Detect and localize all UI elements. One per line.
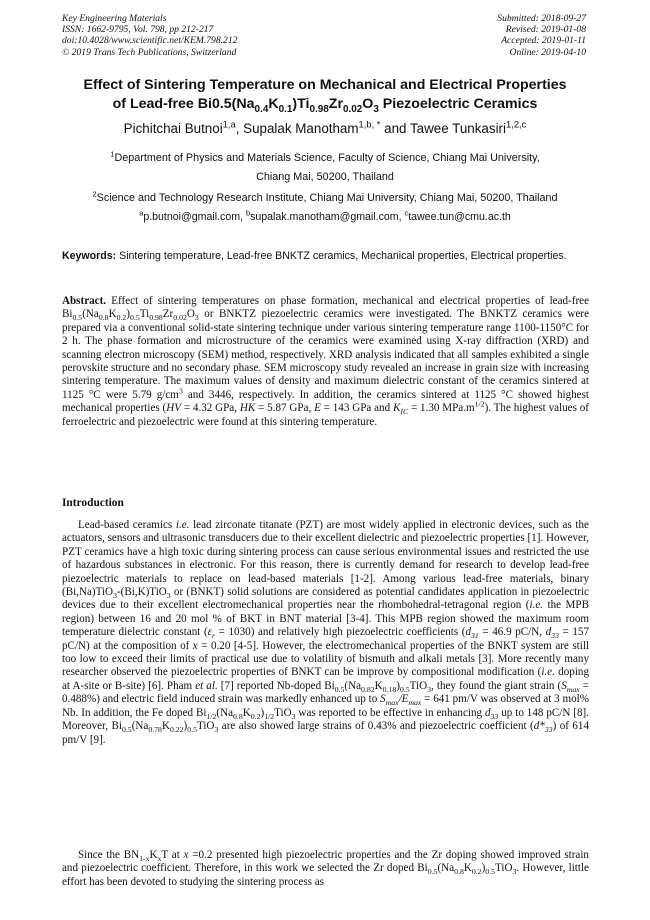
- abstract-text: Effect of sintering temperatures on phase formation, mechanical and electrical properties of lead-free $Bi_{0.5}(Na_{0.8}K_{0.2})_{0.5}Ti_{0.98}Zr_{0.02}O_3$ or BNKTZ piezoelectric ceramics were investigated. The BNKTZ ceramics were prepared via a conventional solid-state sintering technique under various sintering temperature range 1100-1150°C for 2 h. The phase formation and microstructure of the ceramics were examined using X-ray diffraction (XRD) and scanning electron microscopy (SEM) method, respectively. XRD analysis indicated that all samples exhibited a single perovskite structure and no secondary phase. SEM microscopy study revealed an increase in grain size with increasing sintering temperature. The maximum values of density and maximum dielectric constant of the ceramics sintered at 1125 °C were 5.79 $g/cm^3$ and 3446, respectively. In addition, the ceramics sintered at 1125 °C showed highest mechanical properties (HV = 4.32 GPa, HK = 5.87 GPa, E = 143 GPa and $K_{IC} = 1.30$ $MPa.m^{1/2}$). The highest values of ferroelectric and piezoelectric were found at this sintering temperature.: [62, 295, 590, 428]
- abstract-label: Abstract.: [62, 295, 107, 307]
- journal-name: Key Engineering Materials: [62, 13, 167, 24]
- title-line-1: Effect of Sintering Temperature on Mechanical and Electrical Properties: [83, 77, 567, 93]
- date-revised: Revised: 2019-01-08: [505, 24, 586, 36]
- introduction-paragraph-2: Since the $BN_{1-x}K_xT$ at x =0.2 presented high piezoelectric properties and the Zr doping showed improved strain and piezoelectric coefficient. Therefore, in this work we selected the Zr doped $Bi_{0.5}(Na_{0.8}K_{0.2})_{0.5}TiO_3$. However, little effort has been devoted to studying the sintering process as: [62, 849, 589, 888]
- introduction-paragraph-1: Lead-based ceramics i.e. lead zirconate titanate (PZT) are most widely applied in electronic devices, such as the actuators, sensors and ultrasonic transducers due to their excellent dielectric and piezoelectric properties [1]. However, PZT ceramics have a high toxic during sintering process can cause serious environmental issues and restricted the use of hazardous substances in electronic. For this reason, there is currently demand for research to develop lead-free piezoelectric materials to replace on lead-based materials [1-2]. Among various lead-free materials, binary (Bi,Na)TiO$_3$-(Bi,K)TiO$_3$ or (BNKT) solid solutions are considered as potential candidates application in piezoelectric devices due to their excellent electromechanical properties near the rhombohedral-tetragonal region (i.e. the MPB region) between 16 and 20 mol % of BKT in BNT material [3-4]. This MPB region showed the maximum room temperature dielectric constant $(\varepsilon_r = 1030)$ and relatively high piezoelectric coefficients ($d_{31} = 46.9$ pC/N, $d_{33} = 157$ pC/N) at the composition of x = 0.20 [4-5]. However, the electromechanical properties of the BNKT system are still too low to exceed their limits of practical use due to volatility of bismuth and alkali metals [3]. More recently many researcher observed the piezoelectric properties of BNKT can be improve by compositional modification (i.e. doping at A-site or B-site) [6]. Pham et al. [7] reported Nb-doped $Bi_{0.5}(Na_{0.82}K_{0.18})_{0.5}TiO_3$, they found the giant strain $(S_{max} = 0.488\%)$ and electric field induced strain was markedly enhanced up to $S_{max}/E_{max} = 641$ pm/V was observed at 3 mol% Nb. In addition, the Fe doped $Bi_{1/2}(Na_{0.8}K_{0.2})_{1/2}TiO_3$ was reported to be effective in enhancing $d_{33}$ up to 148 pC/N [8]. Moreover, $Bi_{0.5}(Na_{0.78}K_{0.22})_{0.5}TiO_3$ are also showed large strains of 0.43% and piezoelectric coefficient $(d*_{33})$ of 614 pm/V [9].: [62, 519, 590, 746]
- journal-doi[interactable]: doi:10.4028/www.scientific.net/KEM.798.212: [62, 35, 238, 47]
- keywords-label: Keywords:: [62, 250, 117, 262]
- title-formula: $0.5(Na_{0.4}K_{0.1})Ti_{0.98}Zr_{0.02}O_3$: [211, 96, 379, 115]
- keywords-text: Sintering temperature, Lead-free BNKTZ ceramics, Mechanical properties, Electrical properties.: [119, 250, 567, 262]
- date-accepted: Accepted: 2019-01-11: [501, 35, 586, 47]
- journal-copyright: © 2019 Trans Tech Publications, Switzerland: [62, 46, 237, 58]
- journal-info: [62, 13, 237, 58]
- journal-issn: ISSN: 1662-9795, Vol. 798, pp 212-217: [62, 24, 214, 36]
- title-line-2-prefix: of Lead-free Bi: [112, 96, 212, 112]
- section-heading-introduction: Introduction: [62, 497, 124, 509]
- author-emails[interactable]: $^a$p.butnoi@gmail.com, $^b$supalak.manotham@gmail.com, $^c$tawee.tun@cmu.ac.th: [139, 208, 511, 223]
- date-online: Online: 2019-04-10: [509, 46, 586, 58]
- title-line-2-suffix: Piezoelectric Ceramics: [378, 96, 538, 112]
- paper-title: [40, 76, 610, 114]
- affiliation-1-city: Chiang Mai, 50200, Thailand: [256, 171, 394, 183]
- date-submitted: Submitted: 2018-09-27: [497, 13, 586, 24]
- title-line-2: [40, 95, 610, 114]
- affiliation-2: $^2$Science and Technology Research Institute, Chiang Mai University, Chiang Mai, 50200, Thailand: [92, 189, 558, 204]
- keywords-section: [62, 249, 589, 263]
- abstract-section: [62, 295, 589, 429]
- affiliation-1: $^1$Department of Physics and Materials Science, Faculty of Science, Chiang Mai University,: [110, 149, 540, 164]
- publication-dates: [497, 13, 586, 58]
- author-list: Pichitchai Butnoi$^{1,a}$, Supalak Manotham$^{1,b, *}$ and Tawee Tunkasiri$^{1,2,c}$: [123, 119, 527, 136]
